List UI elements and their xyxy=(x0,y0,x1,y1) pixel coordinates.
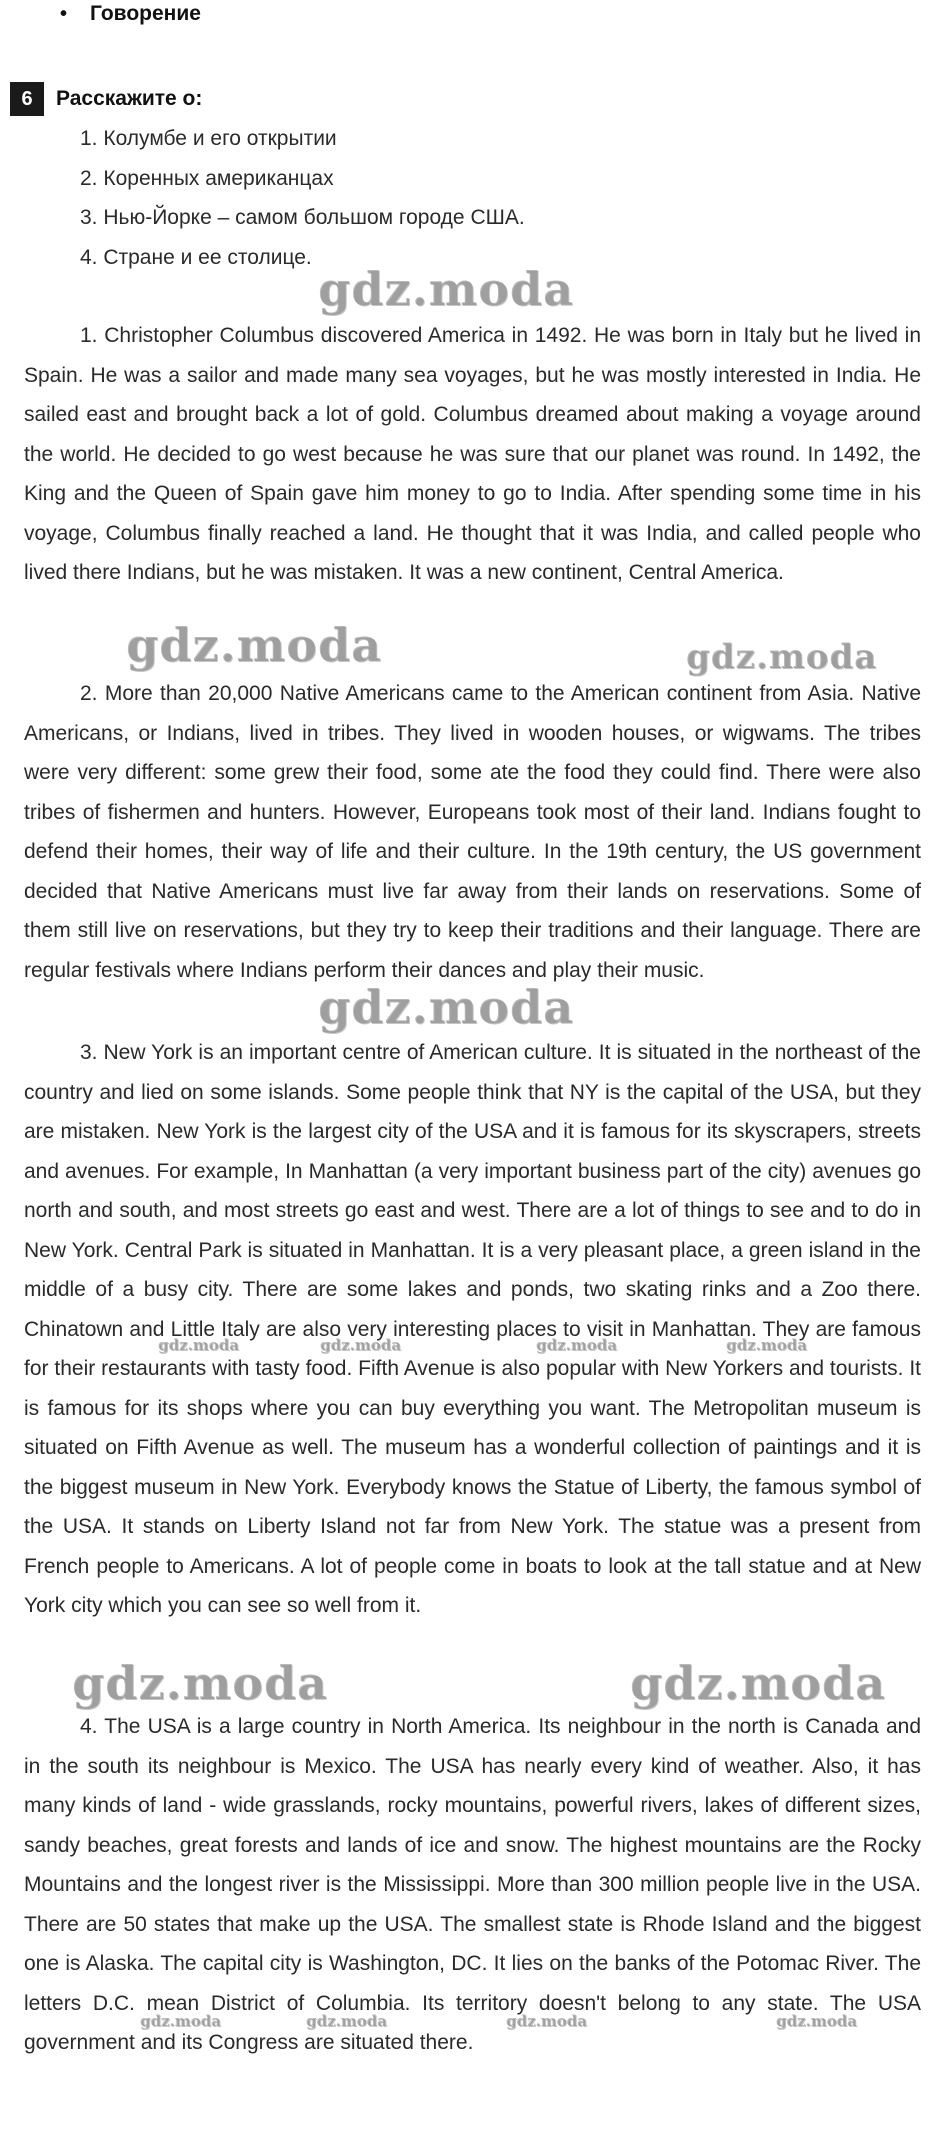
bullet-mark: • xyxy=(60,3,68,25)
watermark: gdz.moda xyxy=(318,980,574,1034)
task-item: 4. Стране и ее столице. xyxy=(80,245,312,269)
exercise-number-badge: 6 xyxy=(10,82,44,116)
answer-paragraph-2: 2. More than 20,000 Native Americans came to the American continent from Asia. Native Americans, or Indians, lived in tribes. They lived in wooden houses, or wigwams. The tribes were very different: some grew their food, some ate the food they could find. There were also tribes of fishermen and hunters. However, Europeans took most of their land. Indians fought to defend their homes, their way of life and their culture. In the 19th century, the US government decided that Native Americans must live far away from their lands on reservations. Some of them still live on reservations, but they try to keep their traditions and their language. There are regular festivals where Indians perform their dances and play their music. xyxy=(24,682,921,982)
watermark: gdz.moda xyxy=(158,1336,239,1354)
watermark: gdz.moda xyxy=(536,1336,617,1354)
watermark: gdz.moda xyxy=(72,1656,328,1710)
watermark: gdz.moda xyxy=(686,637,878,677)
section-heading xyxy=(54,2,201,26)
watermark: gdz.moda xyxy=(140,2012,221,2030)
exercise-prompt: Расскажите о: xyxy=(56,87,203,110)
answer-paragraph-4: 4. The USA is a large country in North America. Its neighbour in the north is Canada and in the south its neighbour is Mexico. The USA has nearly every kind of weather. Also, it has many kinds of land - wide grasslands, rocky mountains, powerful rivers, lakes of different sizes, sandy beaches, great forests and lands of ice and snow. The highest mountains are the Rocky Mountains and the longest river is the Mississippi. More than 300 million people live in the USA. There are 50 states that make up the USA. The smallest state is Rhode Island and the biggest one is Alaska. The capital city is Washington, DC. It lies on the banks of the Potomac River. The letters D.C. mean District of Columbia. Its territory doesn't belong to any state. The USA government and its Congress are situated there. xyxy=(24,1715,921,2054)
watermark: gdz.moda xyxy=(506,2012,587,2030)
task-item: 1. Колумбе и его открытии xyxy=(80,127,337,150)
watermark: gdz.moda xyxy=(126,618,382,672)
exercise-header xyxy=(10,82,202,116)
task-item: 3. Нью-Йорке – самом большом городе США. xyxy=(80,206,525,229)
answer-paragraph-3: 3. New York is an important centre of American culture. It is situated in the northeast of the country and lied on some islands. Some people think that NY is the capital of the USA, but they are mistaken. New York is the largest city of the USA and it is famous for its skyscrapers, streets and avenues. For example, In Manhattan (a very important business part of the city) avenues go north and south, and most streets go east and west. There are a lot of things to see and to do in New York. Central Park is situated in Manhattan. It is a very pleasant place, a green island in the middle of a busy city. There are some lakes and ponds, two skating rinks and a Zoo there. Chinatown and Little Italy are also very interesting places to visit in Manhattan. They are famous for their restaurants with tasty food. Fifth Avenue is also popular with New Yorkers and tourists. It is famous for its shops where you can buy everything you want. The Metropolitan museum is situated on Fifth Avenue as well. The museum has a wonderful collection of paintings and it is the biggest museum in New York. Everybody knows the Statue of Liberty, the famous symbol of the USA. It stands on Liberty Island not far from New York. The statue was a present from French people to Americans. A lot of people come in boats to look at the tall statue and at New York city which you can see so well from it. xyxy=(24,1041,921,1617)
watermark: gdz.moda xyxy=(318,262,574,316)
watermark: gdz.moda xyxy=(630,1656,886,1710)
task-item: 2. Коренных американцах xyxy=(80,166,334,190)
section-title: Говорение xyxy=(90,2,201,25)
answer-paragraph-1: 1. Christopher Columbus discovered America in 1492. He was born in Italy but he lived in Spain. He was a sailor and made many sea voyages, but he was mostly interested in India. He sailed east and brought back a lot of gold. Columbus dreamed about making a voyage around the world. He decided to go west because he was sure that our planet was round. In 1492, the King and the Queen of Spain gave him money to go to India. After spending some time in his voyage, Columbus finally reached a land. He thought that it was India, and called people who lived there Indians, but he was mistaken. It was a new continent, Central America. xyxy=(24,324,921,584)
watermark: gdz.moda xyxy=(776,2012,857,2030)
watermark: gdz.moda xyxy=(726,1336,807,1354)
watermark: gdz.moda xyxy=(320,1336,401,1354)
task-list xyxy=(80,119,525,277)
watermark: gdz.moda xyxy=(306,2012,387,2030)
